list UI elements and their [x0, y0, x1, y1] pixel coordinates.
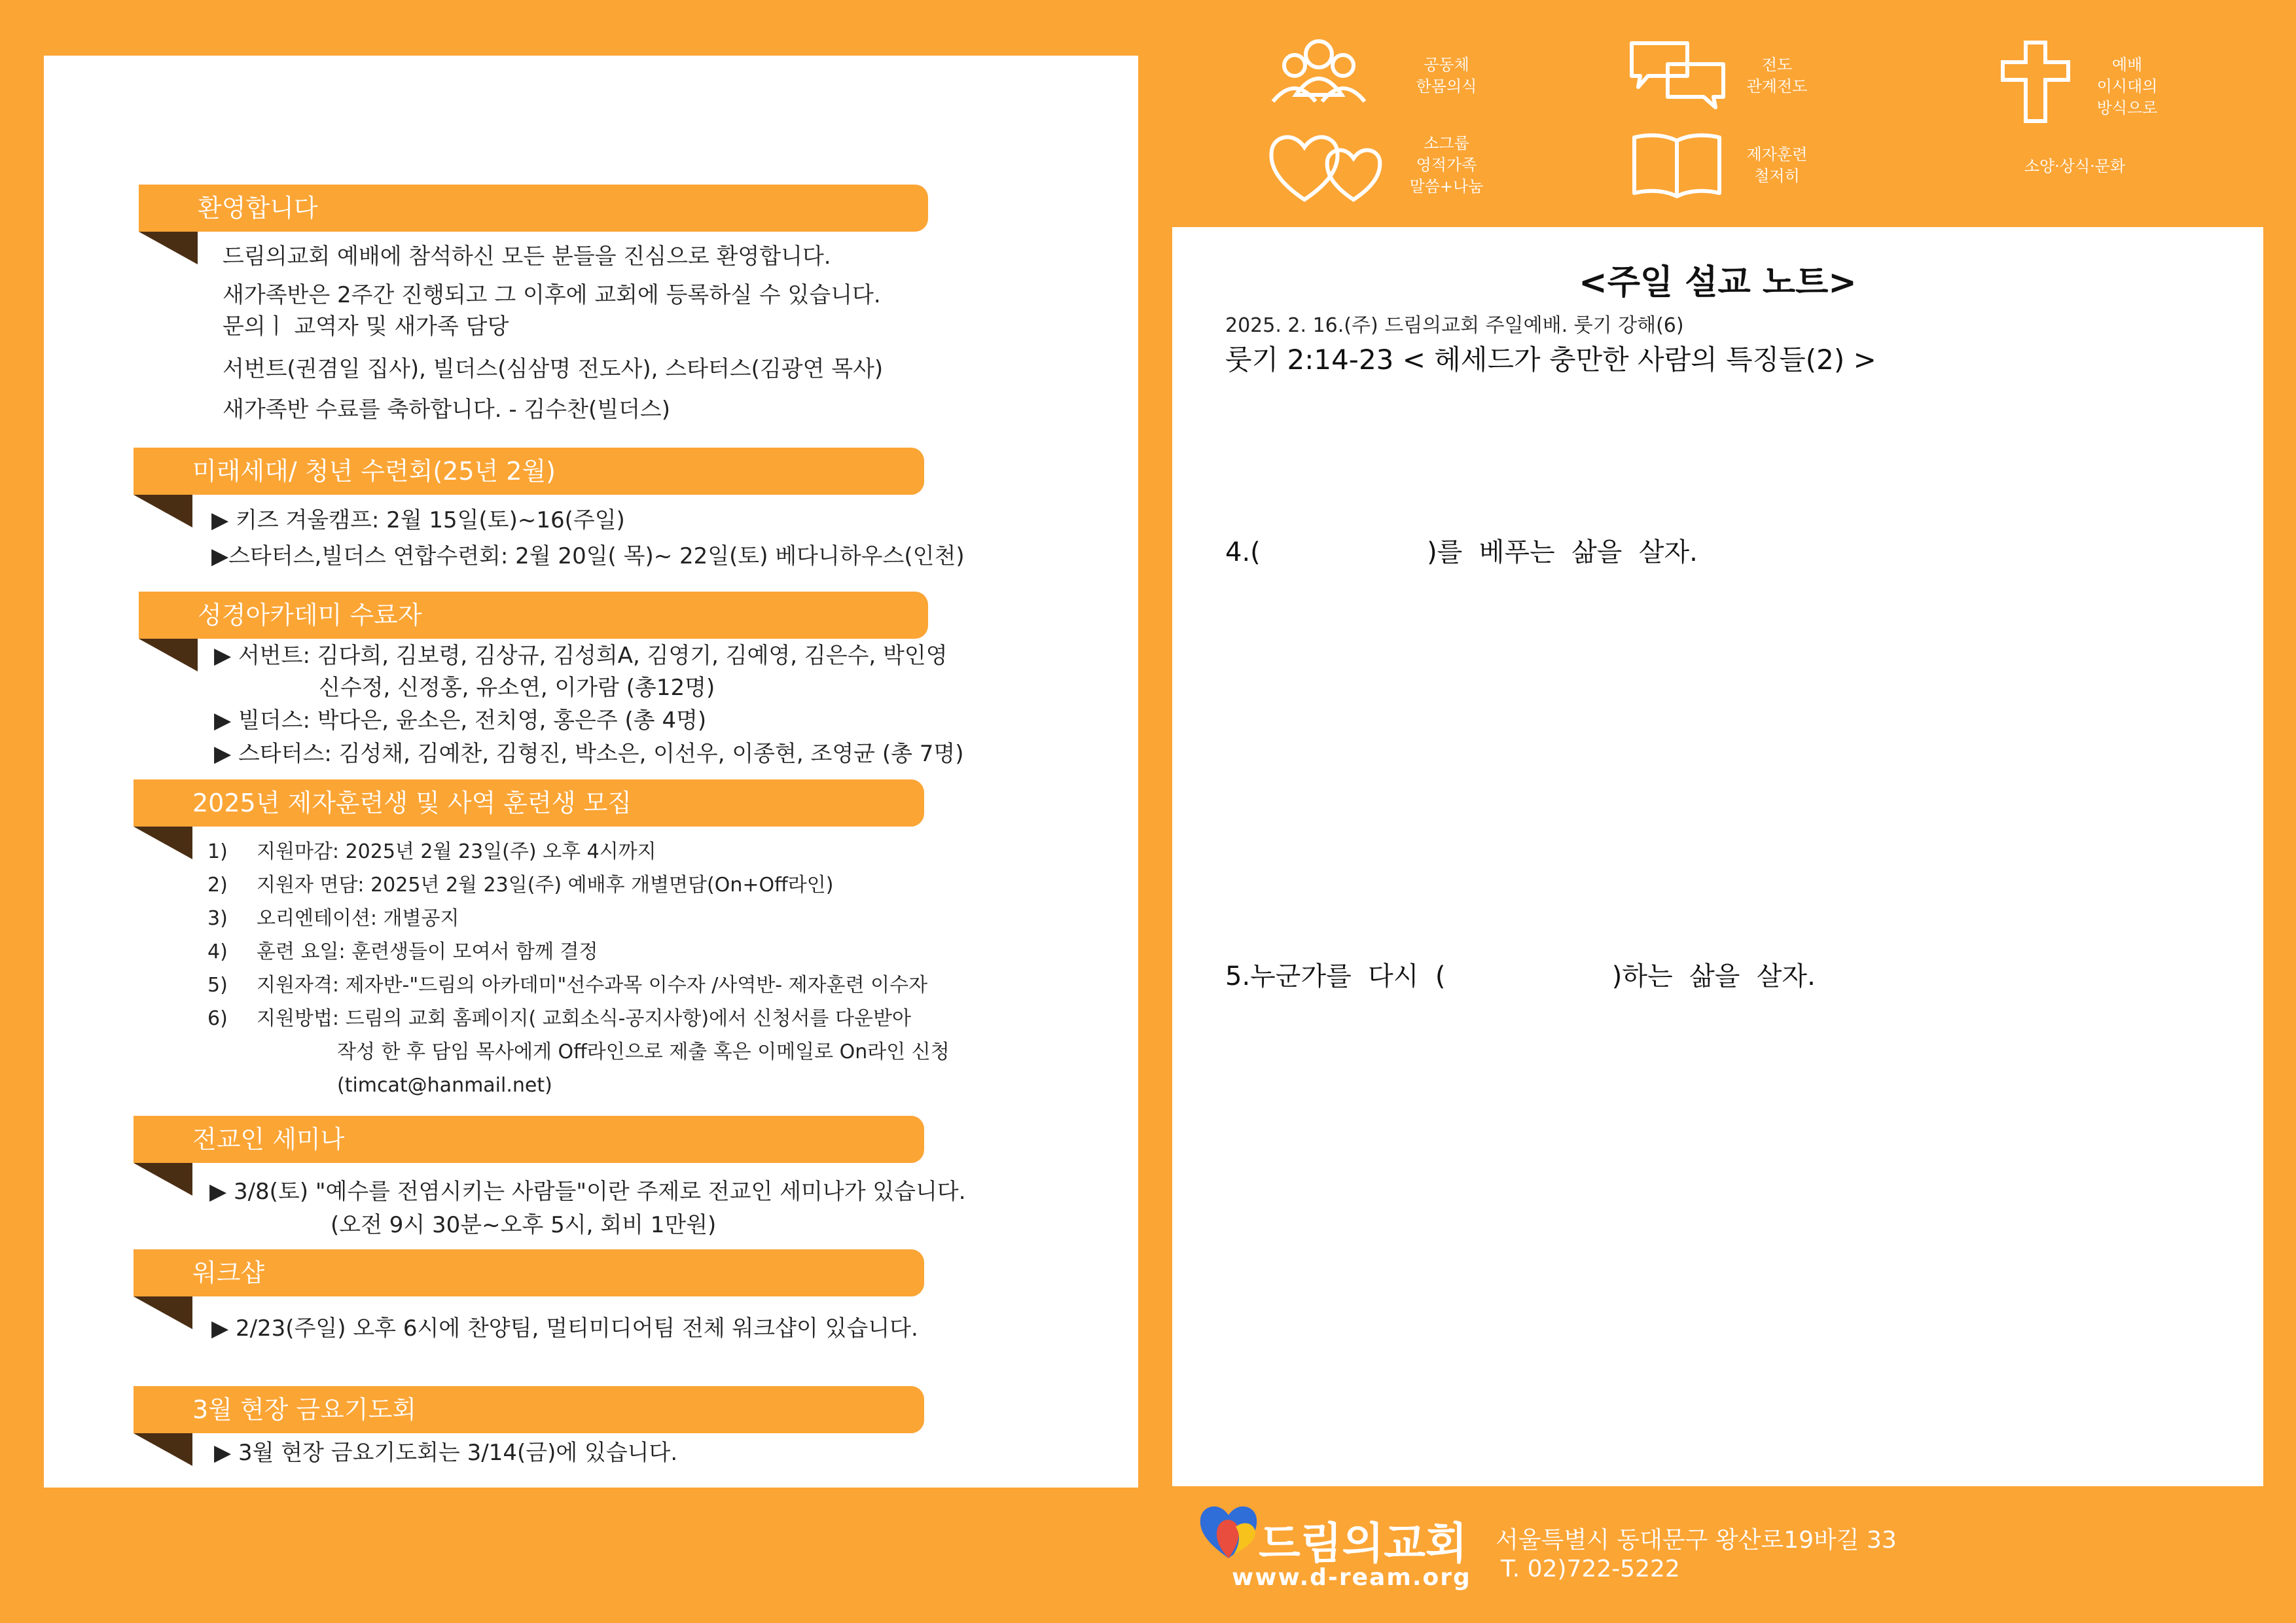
section-heading: 전교인 세미나: [192, 1125, 345, 1154]
item-text: 오리엔테이션: 개별공지: [257, 907, 459, 930]
welcome-line: 새가족반은 2주간 진행되고 그 이후에 교회에 등록하실 수 있습니다.: [223, 282, 881, 308]
item-number: 5): [207, 974, 228, 997]
ribbon-fold: [134, 1433, 192, 1466]
section-ribbon: [139, 185, 928, 232]
church-name: 드림의교회: [1259, 1518, 1467, 1569]
church-logo-icon: [1198, 1501, 1260, 1561]
prayer-line: ▶ 3월 현장 금요기도회는 3/14(금)에 있습니다.: [214, 1440, 678, 1466]
ribbon-fold: [139, 232, 198, 264]
ribbon-fold: [134, 827, 192, 859]
section-ribbon: [134, 1386, 924, 1433]
announcements-panel: [44, 56, 1138, 1488]
value-label: 소그룹 영적가족 말씀+나눔: [1409, 134, 1484, 196]
welcome-line: 드림의교회 예배에 참석하신 모든 분들을 진심으로 환영합니다.: [223, 243, 831, 270]
ribbon-fold: [134, 1163, 192, 1196]
cross-icon: [2000, 39, 2072, 124]
hearts-icon: [1268, 131, 1383, 203]
welcome-line: 새가족반 수료를 축하합니다. - 김수찬(빌더스): [223, 397, 671, 423]
academy-line: ▶ 빌더스: 박다은, 윤소은, 전치영, 홍은주 (총 4명): [214, 707, 707, 734]
section-ribbon: [134, 1116, 924, 1163]
sermon-passage: 룻기 2:14-23 < 헤세드가 충만한 사람의 특징들(2) >: [1225, 344, 1876, 376]
section-heading: 워크샵: [192, 1258, 265, 1287]
church-address: 서울특별시 동대문구 왕산로19바길 33: [1496, 1527, 1897, 1554]
section-ribbon: [134, 779, 924, 827]
item-text: 지원마감: 2025년 2월 23일(주) 오후 4시까지: [257, 840, 656, 863]
seminar-line: (오전 9시 30분~오후 5시, 회비 1만원): [331, 1212, 717, 1238]
value-label: 제자훈련 철저히: [1746, 145, 1808, 185]
section-heading: 환영합니다: [198, 194, 318, 223]
sermon-point: 5.누군가를 다시 ( )하는 삶을 살자.: [1225, 961, 1816, 991]
church-phone: T. 02)722-5222: [1501, 1556, 1680, 1582]
item-text: 작성 한 후 담임 목사에게 Off라인으로 제출 혹은 이메일로 On라인 신청: [337, 1041, 950, 1063]
item-number: 6): [207, 1007, 228, 1030]
welcome-line: 서번트(권겸일 집사), 빌더스(심삼명 전도사), 스타터스(김광연 목사): [223, 356, 884, 382]
workshop-line: ▶ 2/23(주일) 오후 6시에 찬양팀, 멀티미디어팀 전체 워크샵이 있습니다.: [211, 1315, 918, 1342]
sermon-title: <주일 설교 노트>: [1579, 263, 1857, 302]
section-heading: 미래세대/ 청년 수련회(25년 2월): [192, 457, 556, 486]
academy-line: 신수정, 신정홍, 유소연, 이가람 (총12명): [319, 675, 715, 701]
item-number: 2): [207, 874, 228, 897]
ribbon-fold: [139, 639, 198, 671]
section-heading: 3월 현장 금요기도회: [192, 1395, 416, 1424]
item-text: 지원자 면담: 2025년 2월 23일(주) 예배후 개별면담(On+Off라인): [257, 874, 834, 897]
sermon-point: 4.( )를 베푸는 삶을 살자.: [1225, 537, 1698, 567]
seminar-line: ▶ 3/8(토) "예수를 전염시키는 사람들"이란 주제로 전교인 세미나가 있습니다.: [209, 1179, 966, 1205]
sermon-date: 2025. 2. 16.(주) 드림의교회 주일예배. 룻기 강해(6): [1225, 314, 1684, 337]
email-text: (timcat@hanmail.net): [337, 1074, 552, 1097]
church-url[interactable]: www.d-ream.org: [1232, 1564, 1471, 1591]
section-ribbon: [134, 448, 924, 495]
open-book-icon: [1631, 131, 1723, 200]
sermon-note-panel: [1172, 227, 2263, 1486]
item-text: 지원자격: 제자반-"드림의 아카데미"선수과목 이수자 /사역반- 제자훈련 이수자: [257, 974, 928, 997]
retreat-line: ▶스타터스,빌더스 연합수련회: 2월 20일( 목)~ 22일(토) 베다니하우스(인천): [211, 543, 965, 569]
item-number: 1): [207, 840, 228, 863]
item-text: 지원방법: 드림의 교회 홈페이지( 교회소식-공지사항)에서 신청서를 다운받아: [257, 1007, 911, 1030]
academy-line: ▶ 스타터스: 김성채, 김예찬, 김형진, 박소은, 이선우, 이종현, 조영균 (총 7명): [214, 741, 964, 767]
retreat-line: ▶ 키즈 겨울캠프: 2월 15일(토)~16(주일): [211, 507, 625, 533]
section-ribbon: [139, 592, 928, 639]
section-ribbon: [134, 1249, 924, 1296]
item-number: 3): [207, 907, 228, 930]
chat-bubbles-icon: [1628, 38, 1727, 110]
academy-line: ▶ 서번트: 김다희, 김보령, 김상규, 김성희A, 김영기, 김예영, 김은수, 박인영: [214, 643, 948, 669]
section-heading: 2025년 제자훈련생 및 사역 훈련생 모집: [192, 789, 632, 817]
people-icon: [1270, 36, 1368, 105]
value-label: 전도 관계전도: [1746, 56, 1808, 96]
value-label: 공동체 한몸의식: [1416, 56, 1477, 96]
value-label: 소양·상식·문화: [2024, 157, 2126, 175]
welcome-line: 문의ㅣ 교역자 및 새가족 담당: [223, 313, 509, 340]
item-text: 훈련 요일: 훈련생들이 모여서 함께 결정: [257, 940, 598, 963]
ribbon-fold: [134, 495, 192, 527]
value-label: 예배 이시대의 방식으로: [2096, 56, 2158, 117]
section-heading: 성경아카데미 수료자: [198, 601, 422, 630]
ribbon-fold: [134, 1296, 192, 1329]
item-number: 4): [207, 940, 228, 963]
